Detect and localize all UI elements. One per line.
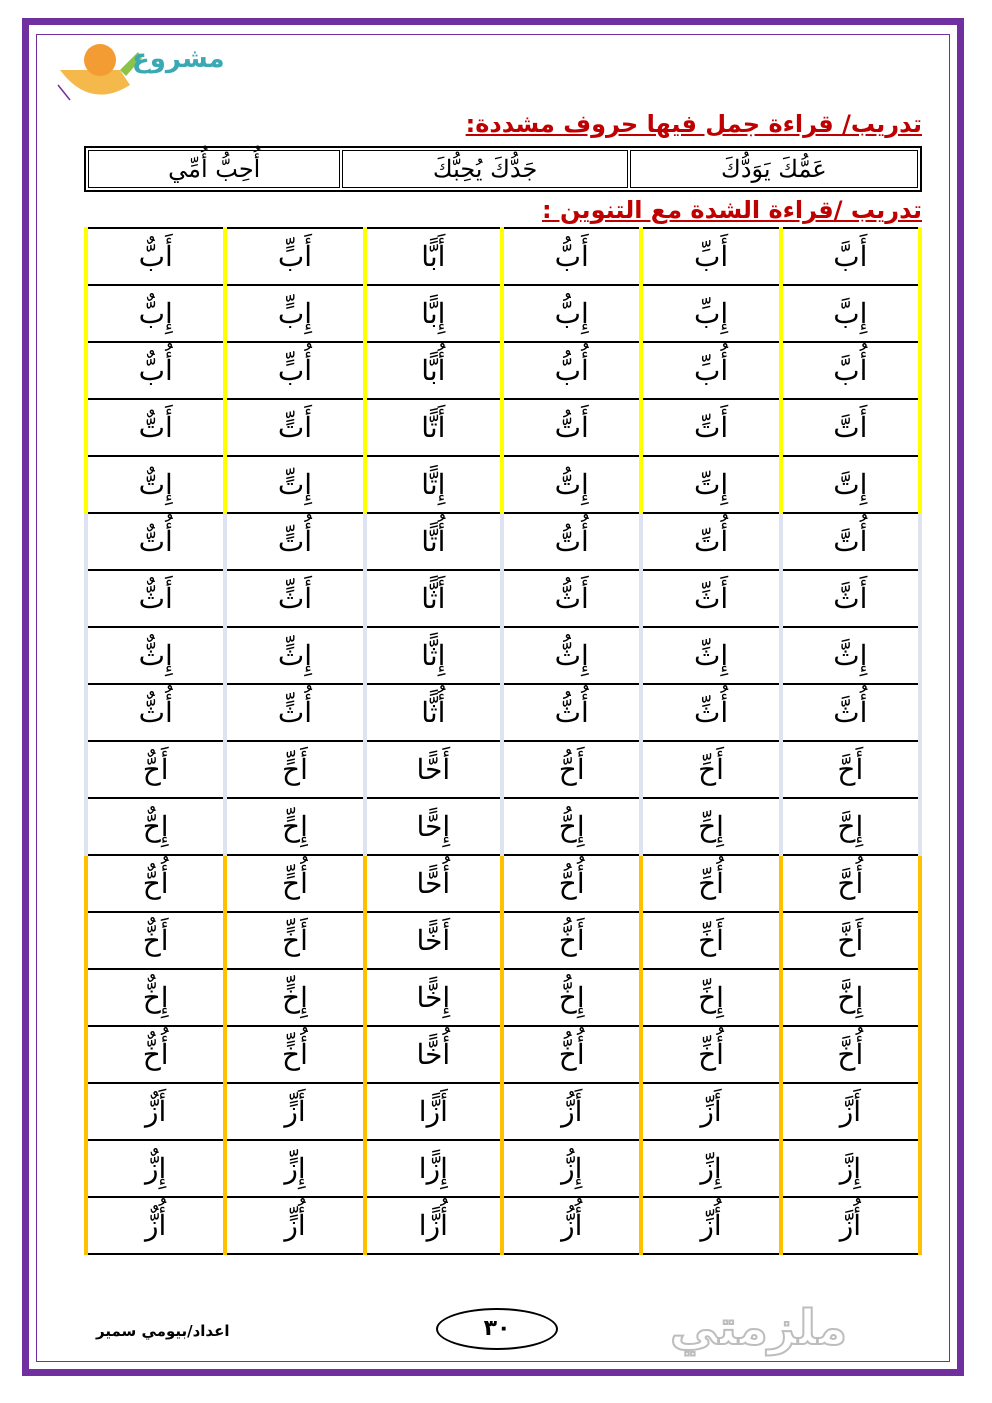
grid-cell: أَحًّا: [365, 741, 502, 798]
grid-cell: أُبِّ: [641, 342, 780, 399]
grid-row: [86, 342, 920, 399]
grid-cell: أُبُّ: [502, 342, 641, 399]
grid-row: [86, 228, 920, 285]
grid-cell: أَثَّ: [781, 570, 920, 627]
grid-cell: إِحٌّ: [86, 798, 225, 855]
grid-row: [86, 627, 920, 684]
grid-row: [86, 399, 920, 456]
grid-row: [86, 741, 920, 798]
grid-cell: أَثِّ: [641, 570, 780, 627]
grid-cell: إِبِّ: [641, 285, 780, 342]
grid-cell: إِتٌّ: [86, 456, 225, 513]
shadda-grid: [84, 227, 922, 1255]
grid-cell: أَزًّا: [365, 1083, 502, 1140]
grid-cell: أَزِّ: [641, 1083, 780, 1140]
grid-cell: أَثًّا: [365, 570, 502, 627]
grid-cell: أَخَّ: [781, 912, 920, 969]
exercise-heading-sentences: تدريب/ قراءة جمل فيها حروف مشددة:: [465, 110, 922, 138]
grid-cell: أَتٍّ: [225, 399, 364, 456]
grid-cell: أَثٍّ: [225, 570, 364, 627]
grid-cell: أُبًّا: [365, 342, 502, 399]
author-credit: اعداد/بيومي سمير: [96, 1322, 230, 1340]
grid-cell: أُتِّ: [641, 513, 780, 570]
grid-cell: إِخٌّ: [86, 969, 225, 1026]
logo-text: مشروع: [132, 44, 225, 74]
grid-cell: إِثُّ: [502, 627, 641, 684]
grid-cell: أَتٌّ: [86, 399, 225, 456]
grid-row: [86, 1197, 920, 1254]
grid-cell: أَزٍّ: [225, 1083, 364, 1140]
grid-cell: إِزَّ: [781, 1140, 920, 1197]
grid-cell: أُزُّ: [502, 1197, 641, 1254]
grid-cell: أَزُّ: [502, 1083, 641, 1140]
grid-cell: أُتٌّ: [86, 513, 225, 570]
grid-cell: أُثُّ: [502, 684, 641, 741]
grid-cell: أُتُّ: [502, 513, 641, 570]
grid-cell: إِزُّ: [502, 1140, 641, 1197]
grid-cell: أُتًّا: [365, 513, 502, 570]
sentences-table: [84, 146, 922, 192]
grid-row: [86, 513, 920, 570]
grid-cell: أَبِّ: [641, 228, 780, 285]
grid-cell: أَحٌّ: [86, 741, 225, 798]
sentence-cell: جَدُّكَ يُحِبُّكَ: [342, 150, 627, 188]
grid-cell: أَحِّ: [641, 741, 780, 798]
grid-cell: أُحَّ: [781, 855, 920, 912]
grid-cell: أُحٌّ: [86, 855, 225, 912]
grid-cell: إِحَّ: [781, 798, 920, 855]
grid-cell: أُحِّ: [641, 855, 780, 912]
grid-row: [86, 1083, 920, 1140]
grid-cell: أُزٍّ: [225, 1197, 364, 1254]
sentence-cell: عَمُّكَ يَوَدُّكَ: [630, 150, 918, 188]
grid-row: [86, 285, 920, 342]
grid-cell: أَبٍّ: [225, 228, 364, 285]
grid-cell: إِزِّ: [641, 1140, 780, 1197]
grid-cell: إِحًّا: [365, 798, 502, 855]
grid-cell: أُزِّ: [641, 1197, 780, 1254]
grid-cell: أُتَّ: [781, 513, 920, 570]
grid-cell: إِبٌّ: [86, 285, 225, 342]
grid-row: [86, 1026, 920, 1083]
grid-cell: أُبٌّ: [86, 342, 225, 399]
grid-cell: أَتُّ: [502, 399, 641, 456]
grid-cell: أُحٍّ: [225, 855, 364, 912]
grid-row: [86, 570, 920, 627]
grid-cell: إِخُّ: [502, 969, 641, 1026]
grid-cell: أَحَّ: [781, 741, 920, 798]
grid-cell: أُخِّ: [641, 1026, 780, 1083]
grid-cell: أُحُّ: [502, 855, 641, 912]
grid-cell: إِحِّ: [641, 798, 780, 855]
grid-cell: أُثًّا: [365, 684, 502, 741]
grid-cell: أَزٌّ: [86, 1083, 225, 1140]
grid-cell: إِخِّ: [641, 969, 780, 1026]
grid-cell: أَبَّ: [781, 228, 920, 285]
grid-cell: أَثُّ: [502, 570, 641, 627]
sentence-cell: أُحِبُّ أُمِّي: [88, 150, 340, 188]
grid-cell: أُزٌّ: [86, 1197, 225, 1254]
grid-cell: أُثٍّ: [225, 684, 364, 741]
grid-cell: أُخٌّ: [86, 1026, 225, 1083]
page-number: ٣٠: [436, 1308, 558, 1350]
grid-cell: إِبًّا: [365, 285, 502, 342]
grid-row: [86, 1140, 920, 1197]
grid-row: [86, 855, 920, 912]
grid-row: [86, 969, 920, 1026]
grid-cell: أُخًّا: [365, 1026, 502, 1083]
grid-cell: أَخُّ: [502, 912, 641, 969]
grid-cell: إِخٍّ: [225, 969, 364, 1026]
grid-cell: إِتَّ: [781, 456, 920, 513]
grid-cell: أُخُّ: [502, 1026, 641, 1083]
grid-row: [86, 684, 920, 741]
grid-cell: إِبٍّ: [225, 285, 364, 342]
grid-cell: أُخٍّ: [225, 1026, 364, 1083]
grid-cell: أَبًّا: [365, 228, 502, 285]
grid-cell: إِثِّ: [641, 627, 780, 684]
grid-cell: أُزًّا: [365, 1197, 502, 1254]
grid-cell: إِخًّا: [365, 969, 502, 1026]
grid-cell: إِثًّا: [365, 627, 502, 684]
grid-cell: أَزَّ: [781, 1083, 920, 1140]
grid-cell: إِتِّ: [641, 456, 780, 513]
grid-cell: أَخًّا: [365, 912, 502, 969]
grid-cell: إِتٍّ: [225, 456, 364, 513]
grid-cell: أَتًّا: [365, 399, 502, 456]
grid-cell: أُحًّا: [365, 855, 502, 912]
grid-row: [86, 798, 920, 855]
grid-cell: إِحُّ: [502, 798, 641, 855]
grid-row: [86, 912, 920, 969]
grid-row: [86, 456, 920, 513]
grid-cell: إِحٍّ: [225, 798, 364, 855]
grid-cell: إِثٍّ: [225, 627, 364, 684]
grid-cell: أَخٍّ: [225, 912, 364, 969]
grid-cell: أَخِّ: [641, 912, 780, 969]
grid-cell: أُتٍّ: [225, 513, 364, 570]
grid-cell: إِزٌّ: [86, 1140, 225, 1197]
watermark-logo: ملزمتي: [670, 1300, 848, 1356]
grid-cell: أَخٌّ: [86, 912, 225, 969]
grid-cell: أُبٍّ: [225, 342, 364, 399]
grid-cell: أَحُّ: [502, 741, 641, 798]
grid-cell: أَتِّ: [641, 399, 780, 456]
grid-cell: أَبُّ: [502, 228, 641, 285]
grid-cell: إِثَّ: [781, 627, 920, 684]
grid-cell: أُثِّ: [641, 684, 780, 741]
exercise-heading-shadda-tanween: تدريب /قراءة الشدة مع التنوين :: [542, 196, 922, 224]
grid-cell: أُثٌّ: [86, 684, 225, 741]
grid-cell: إِتُّ: [502, 456, 641, 513]
grid-cell: أَثٌّ: [86, 570, 225, 627]
grid-cell: أُزَّ: [781, 1197, 920, 1254]
grid-cell: أُبَّ: [781, 342, 920, 399]
grid-cell: أَحٍّ: [225, 741, 364, 798]
grid-cell: إِبُّ: [502, 285, 641, 342]
grid-cell: إِتًّا: [365, 456, 502, 513]
grid-cell: أُثَّ: [781, 684, 920, 741]
grid-cell: إِزًّا: [365, 1140, 502, 1197]
grid-cell: إِخَّ: [781, 969, 920, 1026]
grid-cell: أَبٌّ: [86, 228, 225, 285]
grid-cell: إِزٍّ: [225, 1140, 364, 1197]
grid-cell: أَتَّ: [781, 399, 920, 456]
grid-cell: أُخَّ: [781, 1026, 920, 1083]
grid-cell: إِثٌّ: [86, 627, 225, 684]
grid-cell: إِبَّ: [781, 285, 920, 342]
